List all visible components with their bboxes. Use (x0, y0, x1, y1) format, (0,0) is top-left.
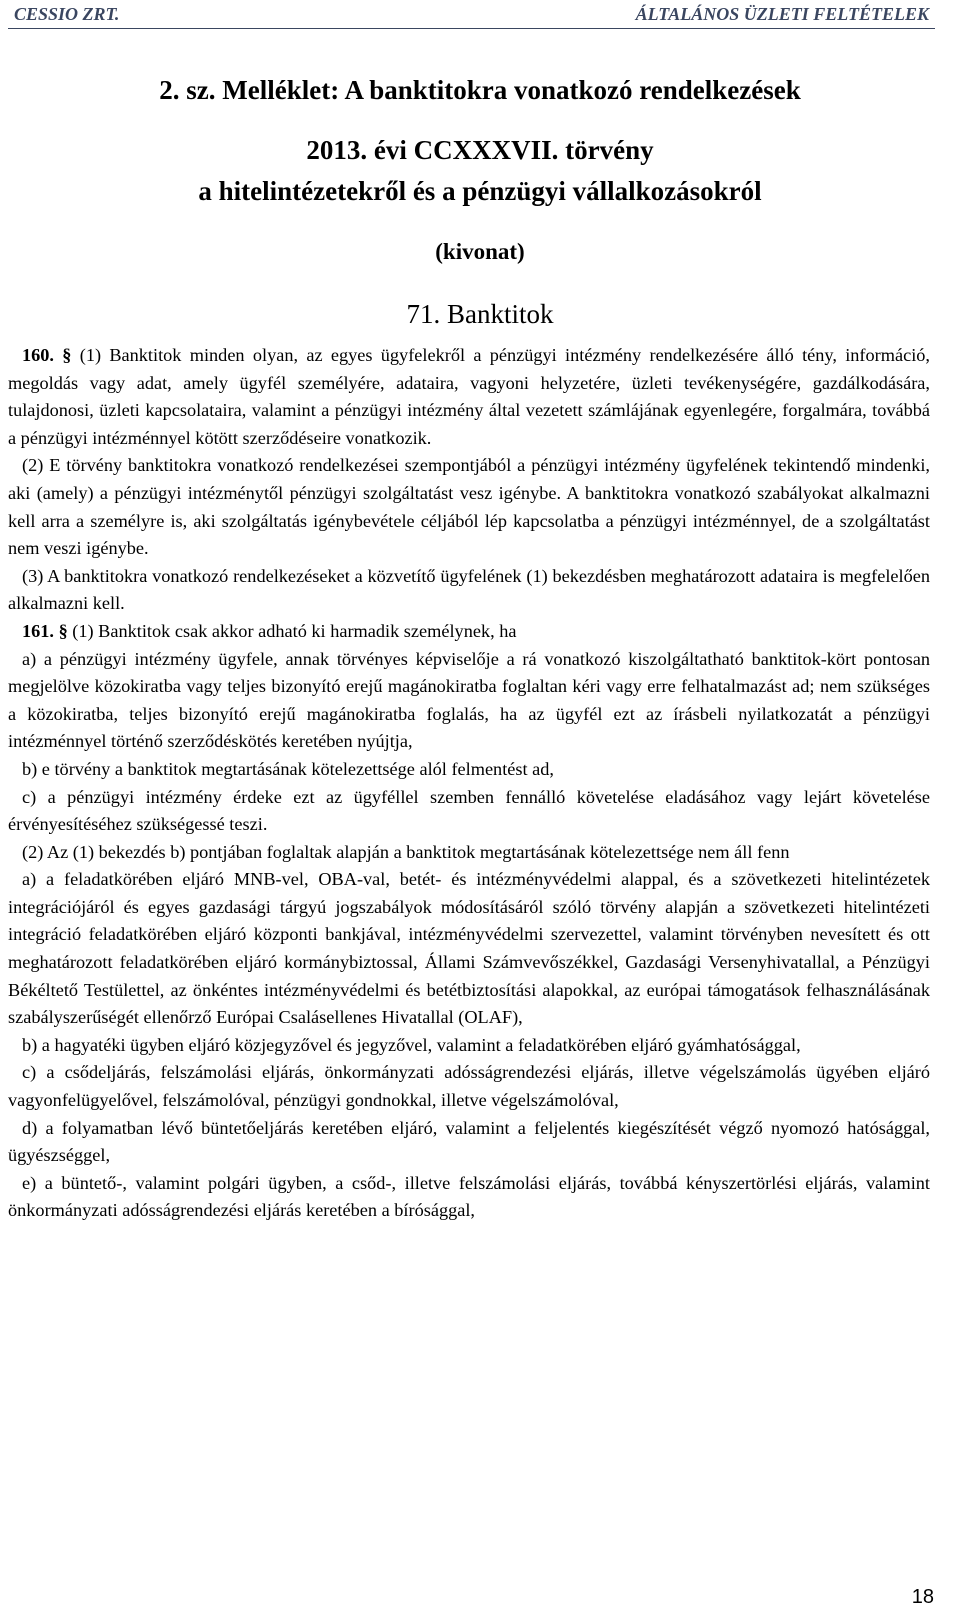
section-sign: § (58, 620, 68, 641)
paragraph-160-3: (3) A banktitokra vonatkozó rendelkezéseket a közvetítő ügyfelének (1) bekezdésben meghatározott adataira is megfelelően alkalmazni kell. (8, 565, 930, 614)
point-161-2-c: c) a csődeljárás, felszámolási eljárás, önkormányzati adósságrendezési eljárás, illetve végelszámolás ügyében eljáró vagyonfelügyelővel, felszámolóval, pénzügyi gondnokkal, illetve végelszámolóval, (8, 1062, 930, 1111)
header-doc-title: ÁLTALÁNOS ÜZLETI FELTÉTELEK (635, 4, 929, 24)
point-161-1-a: a) a pénzügyi intézmény ügyfele, annak törvényes képviselője a rá vonatkozó kiszolgáltatható banktitok-kört pontosan megjelölve közokiratba vagy teljes bizonyító erejű magánokiratba foglaltan kéri vagy erre felhatalmazást ad; nem szükséges a közokiratba, teljes bizonyító erejű magánokiratba foglalás, ha az ügyfél ezt az írásbeli nyilatkozatát a pénzügyi intézménnyel történő szerződéskötés keretében nyújtja, (8, 648, 930, 752)
section-number: 160. (22, 345, 54, 365)
paragraph-160-1: 160. § (1) Banktitok minden olyan, az egyes ügyfelekről a pénzügyi intézmény rendelkezésére álló tény, információ, megoldás vagy adat, amely ügyfél személyére, adataira, vagyoni helyzetére, üzleti tevékenységére, gazdálkodására, tulajdonosi, üzleti kapcsolataira, valamint a pénzügyi intézmény által vezetett számlájának egyenlegére, forgalmára, továbbá a pénzügyi intézménnyel kötött szerződéseire vonatkozik. (8, 345, 930, 448)
point-161-1-c: c) a pénzügyi intézmény érdeke ezt az ügyféllel szemben fennálló követelése eladásához vagy lejárt követelése érvényesítéséhez szükségessé teszi. (8, 786, 930, 835)
page-header (8, 2, 935, 29)
section-title: 71. Banktitok (406, 299, 554, 329)
document-body (8, 342, 930, 1225)
paragraph-161-1: 161. § (1) Banktitok csak akkor adható ki harmadik személynek, ha (22, 620, 517, 641)
law-title-line2: a hitelintézetekről és a pénzügyi vállalkozásokról (198, 176, 762, 206)
point-161-2-b: b) a hagyatéki ügyben eljáró közjegyzővel és jegyzővel, valamint a feladatkörében eljáró gyámhatósággal, (22, 1034, 801, 1055)
header-company: CESSIO ZRT. (14, 4, 120, 24)
excerpt-label: (kivonat) (435, 239, 525, 264)
point-161-1-b: b) e törvény a banktitok megtartásának kötelezettsége alól felmentést ad, (22, 758, 554, 779)
section-sign: § (62, 345, 72, 365)
law-title-line1: 2013. évi CCXXXVII. törvény (306, 135, 654, 165)
point-161-2-d: d) a folyamatban lévő büntetőeljárás keretében eljáró, valamint a feljelentés kiegészítését végző nyomozó hatósággal, ügyészséggel, (8, 1117, 930, 1166)
paragraph-161-2: (2) Az (1) bekezdés b) pontjában foglaltak alapján a banktitok megtartásának kötelezettsége nem áll fenn (22, 841, 790, 862)
annex-title: 2. sz. Melléklet: A banktitokra vonatkozó rendelkezések (159, 75, 801, 105)
section-number: 161. (22, 620, 54, 641)
paragraph-160-2: (2) E törvény banktitokra vonatkozó rendelkezései szempontjából a pénzügyi intézmény ügyfelének tekintendő mindenki, aki (amely) a pénzügyi intézménytől pénzügyi szolgáltatást vesz igénybe. A banktitokra vonatkozó szabályokat alkalmazni kell arra a személyre is, aki szolgáltatás igénybevétele céljából lép kapcsolatba a pénzügyi intézménnyel, de a szolgáltatást nem veszi igénybe. (8, 455, 930, 559)
point-161-2-e: e) a büntető-, valamint polgári ügyben, a csőd-, illetve felszámolási eljárás, továbbá kényszertörlési eljárás, valamint önkormányzati adósságrendezési eljárás keretében a bírósággal, (8, 1172, 930, 1221)
point-161-2-a: a) a feladatkörében eljáró MNB-vel, OBA-val, betét- és intézményvédelmi alappal, és a szövetkezeti hitelintézetek integrációjáról és egyes gazdasági tárgyú jogszabályok módosításáról szóló törvény alapján a szövetkezeti hitelintézeti integráció feladatkörében eljáró központi bankjával, intézményvédelmi szervezettel, valamint törvényben nevesített és ott meghatározott feladatkörében eljáró kormánybiztossal, Állami Számvevőszékkel, Gazdasági Versenyhivatallal, a Pénzügyi Békéltető Testülettel, az önkéntes intézményvédelmi és betétbiztosítási alapokkal, az európai támogatások felhasználásának szabályszerűségét ellenőrző Európai Csalásellenes Hivatallal (OLAF), (8, 869, 930, 1028)
page-number: 18 (911, 1586, 934, 1608)
